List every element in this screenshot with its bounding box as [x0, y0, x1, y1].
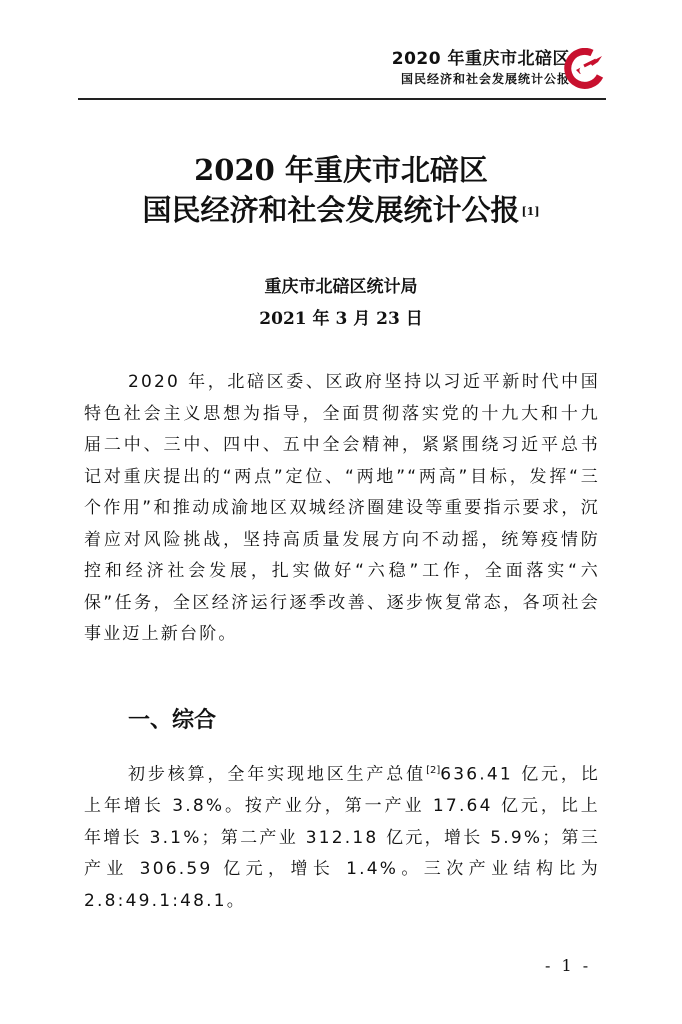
title-footnote-ref: [1]	[521, 205, 540, 218]
title-line-1: 2020 年重庆市北碚区	[194, 153, 488, 187]
title-line-2-text: 国民经济和社会发展统计公报	[142, 193, 520, 227]
page-number: - 1 -	[545, 956, 592, 975]
intro-paragraph: 2020 年，北碚区委、区政府坚持以习近平新时代中国特色社会主义思想为指导，全面贯彻落实党的十九大和十九届二中、三中、四中、五中全会精神，紧紧围绕习近平总书记对重庆提出的“两点”定位、“两地”“两高”目标，发挥“三个作用”和推动成渝地区双城经济圈建设等重要指示要求，沉着应对风险挑战，坚持高质量发展方向不动摇，统筹疫情防控和经济社会发展，扎实做好“六稳”工作，全面落实“六保”任务，全区经济运行逐季改善、逐步恢复常态，各项社会事业迈上新台阶。	[84, 372, 600, 644]
title-line-2	[0, 190, 682, 230]
header-rule	[78, 98, 606, 100]
header-subtitle: 国民经济和社会发展统计公报	[400, 72, 570, 86]
section-heading: 一、综合	[128, 708, 217, 733]
header-title: 2020 年重庆市北碚区	[391, 49, 570, 69]
issuing-organization: 重庆市北碚区统计局	[264, 277, 418, 297]
header-text	[392, 48, 570, 88]
section-text-1: 初步核算，全年实现地区生产总值	[128, 764, 427, 785]
section-paragraph	[84, 755, 600, 917]
footnote-ref: [2]	[426, 765, 441, 776]
running-header	[0, 40, 682, 100]
document-title	[0, 150, 682, 230]
section-text-2: 636.41 亿元，比上年增长 3.8%。按产业分，第一产业 17.64 亿元，比上年增长 3.1%；第二产业 312.18 亿元，增长 5.9%；第三产业 306.59 亿元，增长 1.4%。三次产业结构比为 2.8:49.1:48.1。	[84, 764, 601, 911]
statistics-bureau-logo-icon	[562, 48, 606, 90]
issue-date: 2021 年 3 月 23 日	[259, 309, 423, 329]
